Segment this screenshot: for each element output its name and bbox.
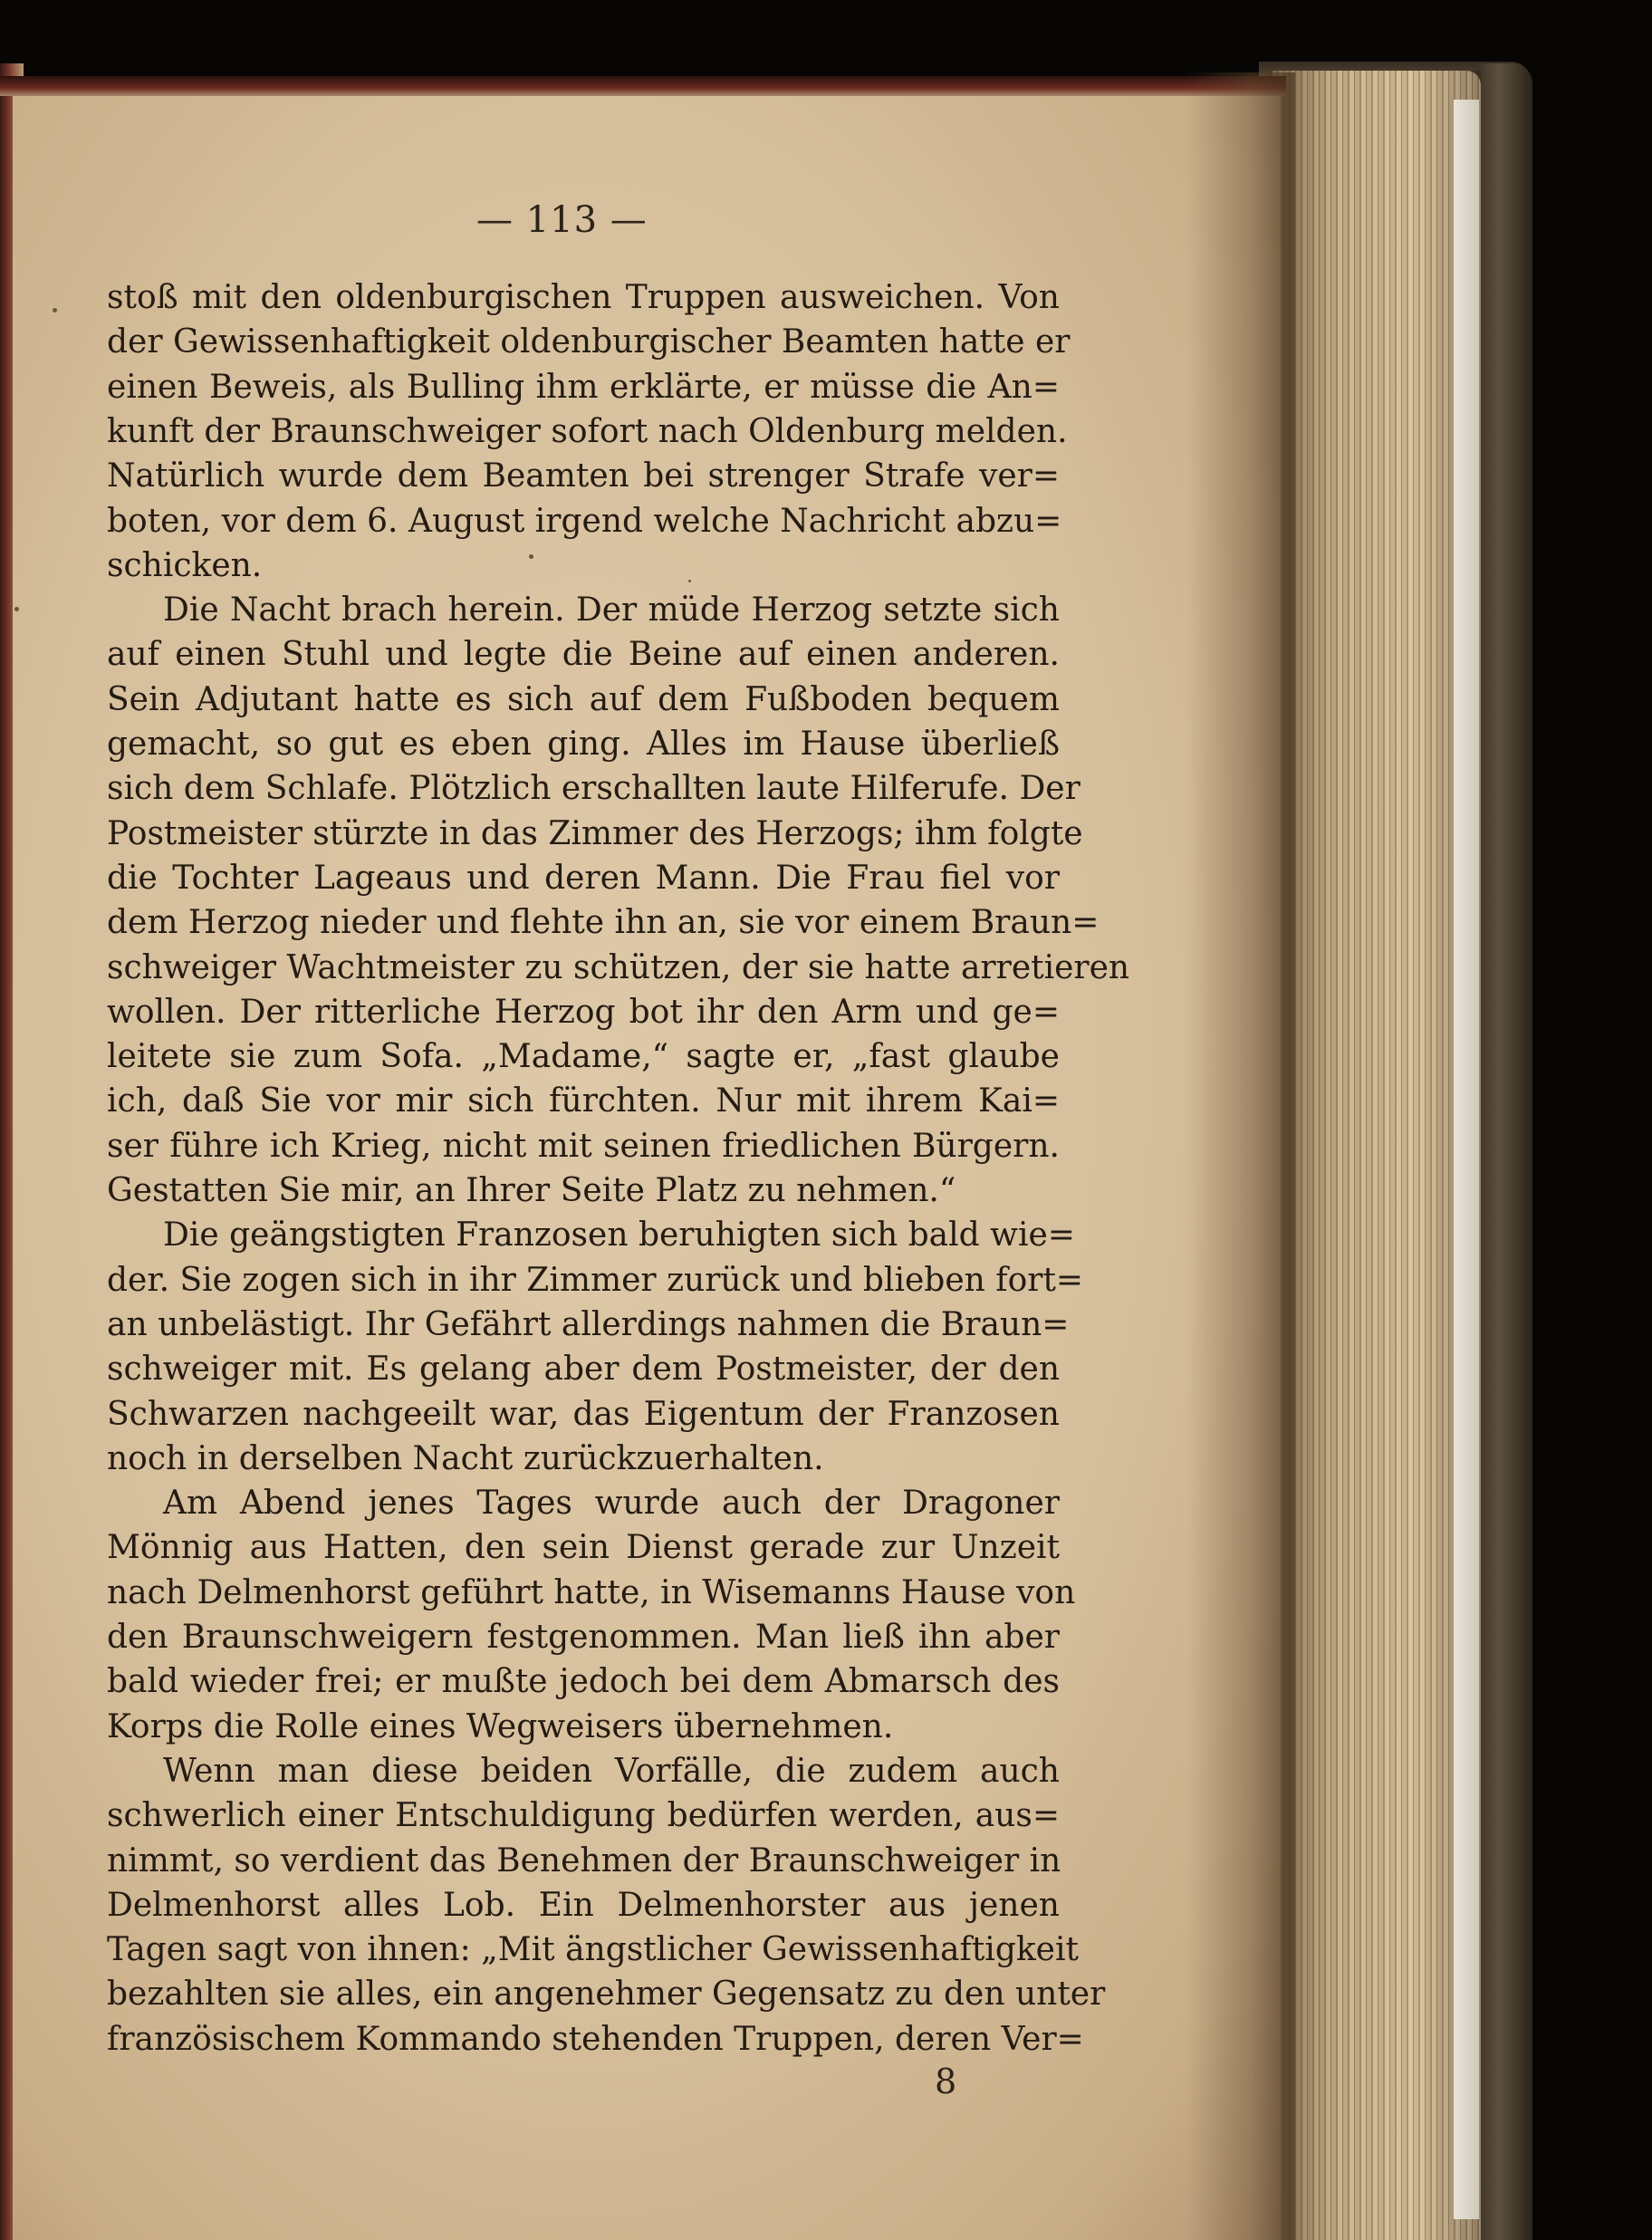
text-line: nimmt, so verdient das Benehmen der Braunschweiger in xyxy=(107,1841,1061,1879)
text-line: der Gewissenhaftigkeit oldenburgischer Beamten hatte er xyxy=(107,323,1071,361)
text-line: bezahlten sie alles, ein angenehmer Gegensatz zu den unter xyxy=(107,1976,1106,2014)
text-line: Natürlich wurde dem Beamten bei strenger Strafe ver= xyxy=(107,457,1060,495)
paper-speck xyxy=(14,607,19,611)
text-line: Delmenhorst alles Lob. Ein Delmenhorster aus jenen xyxy=(107,1886,1060,1924)
text-line: Gestatten Sie mir, an Ihrer Seite Platz zu nehmen.“ xyxy=(107,1172,956,1209)
text-line: der. Sie zogen sich in ihr Zimmer zurück und blieben fort= xyxy=(107,1261,1084,1299)
text-line: Wenn man diese beiden Vorfälle, die zudem auch xyxy=(163,1752,1060,1790)
text-line: auf einen Stuhl und legte die Beine auf einen anderen. xyxy=(107,636,1060,674)
text-line: Schwarzen nachgeeilt war, das Eigentum der Franzosen xyxy=(107,1395,1060,1433)
page-block-white-edge xyxy=(1454,100,1479,2219)
text-line: schicken. xyxy=(107,546,263,584)
text-line: gemacht, so gut es eben ging. Alles im Hause überließ xyxy=(107,726,1060,763)
text-line: Sein Adjutant hatte es sich auf dem Fußboden bequem xyxy=(107,680,1060,718)
back-cover xyxy=(1476,63,1532,2240)
paper-speck xyxy=(53,308,57,312)
text-line: leitete sie zum Sofa. „Madame,“ sagte er, „fast glaube xyxy=(107,1038,1060,1076)
text-line: Postmeister stürzte in das Zimmer des Herzogs; ihm folgte xyxy=(107,814,1083,852)
text-line: boten, vor dem 6. August irgend welche Nachricht abzu= xyxy=(107,502,1062,540)
top-page-edge xyxy=(0,76,1286,96)
text-line: ich, daß Sie vor mir sich fürchten. Nur mit ihrem Kai= xyxy=(107,1082,1060,1120)
text-line: Die geängstigten Franzosen beruhigten sich bald wie= xyxy=(163,1216,1075,1255)
text-line: dem Herzog nieder und flehte ihn an, sie vor einem Braun= xyxy=(107,904,1100,942)
text-line: bald wieder frei; er mußte jedoch bei dem Abmarsch des xyxy=(107,1663,1060,1701)
gutter-shadow xyxy=(1186,72,1295,2240)
text-line: einen Beweis, als Bulling ihm erklärte, er müsse die An= xyxy=(107,368,1060,406)
text-line: französischem Kommando stehenden Truppen, deren Ver= xyxy=(107,2020,1084,2058)
text-line: sich dem Schlafe. Plötzlich erschallten laute Hilferufe. Der xyxy=(107,770,1081,808)
text-line: nach Delmenhorst geführt hatte, in Wisemanns Hause von xyxy=(107,1573,1076,1611)
text-line: ser führe ich Krieg, nicht mit seinen friedlichen Bürgern. xyxy=(107,1127,1060,1165)
text-line: kunft der Braunschweiger sofort nach Oldenburg melden. xyxy=(107,412,1068,450)
text-line: die Tochter Lageaus und deren Mann. Die Frau fiel vor xyxy=(107,859,1060,897)
text-line: schwerlich einer Entschuldigung bedürfen werden, aus= xyxy=(107,1797,1060,1835)
text-line: schweiger mit. Es gelang aber dem Postmeister, der den xyxy=(107,1351,1060,1389)
page-block-shade xyxy=(1273,71,1481,2240)
text-line: Am Abend jenes Tages wurde auch der Dragoner xyxy=(163,1485,1060,1523)
page-number: — 113 — xyxy=(476,199,648,241)
text-line: noch in derselben Nacht zurückzuerhalten. xyxy=(107,1439,824,1477)
text-line: Korps die Rolle eines Wegweisers übernehmen. xyxy=(107,1707,894,1745)
printer-signature-mark: 8 xyxy=(935,2062,957,2101)
text-line: Mönnig aus Hatten, den sein Dienst gerade zur Unzeit xyxy=(107,1529,1060,1567)
text-line: an unbelästigt. Ihr Gefährt allerdings nahmen die Braun= xyxy=(107,1305,1070,1343)
text-line: Tagen sagt von ihnen: „Mit ängstlicher Gewissenhaftigkeit xyxy=(107,1931,1079,1969)
text-line: stoß mit den oldenburgischen Truppen ausweichen. Von xyxy=(107,279,1060,316)
text-line: wollen. Der ritterliche Herzog bot ihr den Arm und ge= xyxy=(107,993,1060,1031)
text-line: schweiger Wachtmeister zu schützen, der sie hatte arretieren xyxy=(107,948,1130,986)
text-line: den Braunschweigern festgenommen. Man ließ ihn aber xyxy=(107,1619,1060,1656)
text-line: Die Nacht brach herein. Der müde Herzog setzte sich xyxy=(163,591,1060,630)
